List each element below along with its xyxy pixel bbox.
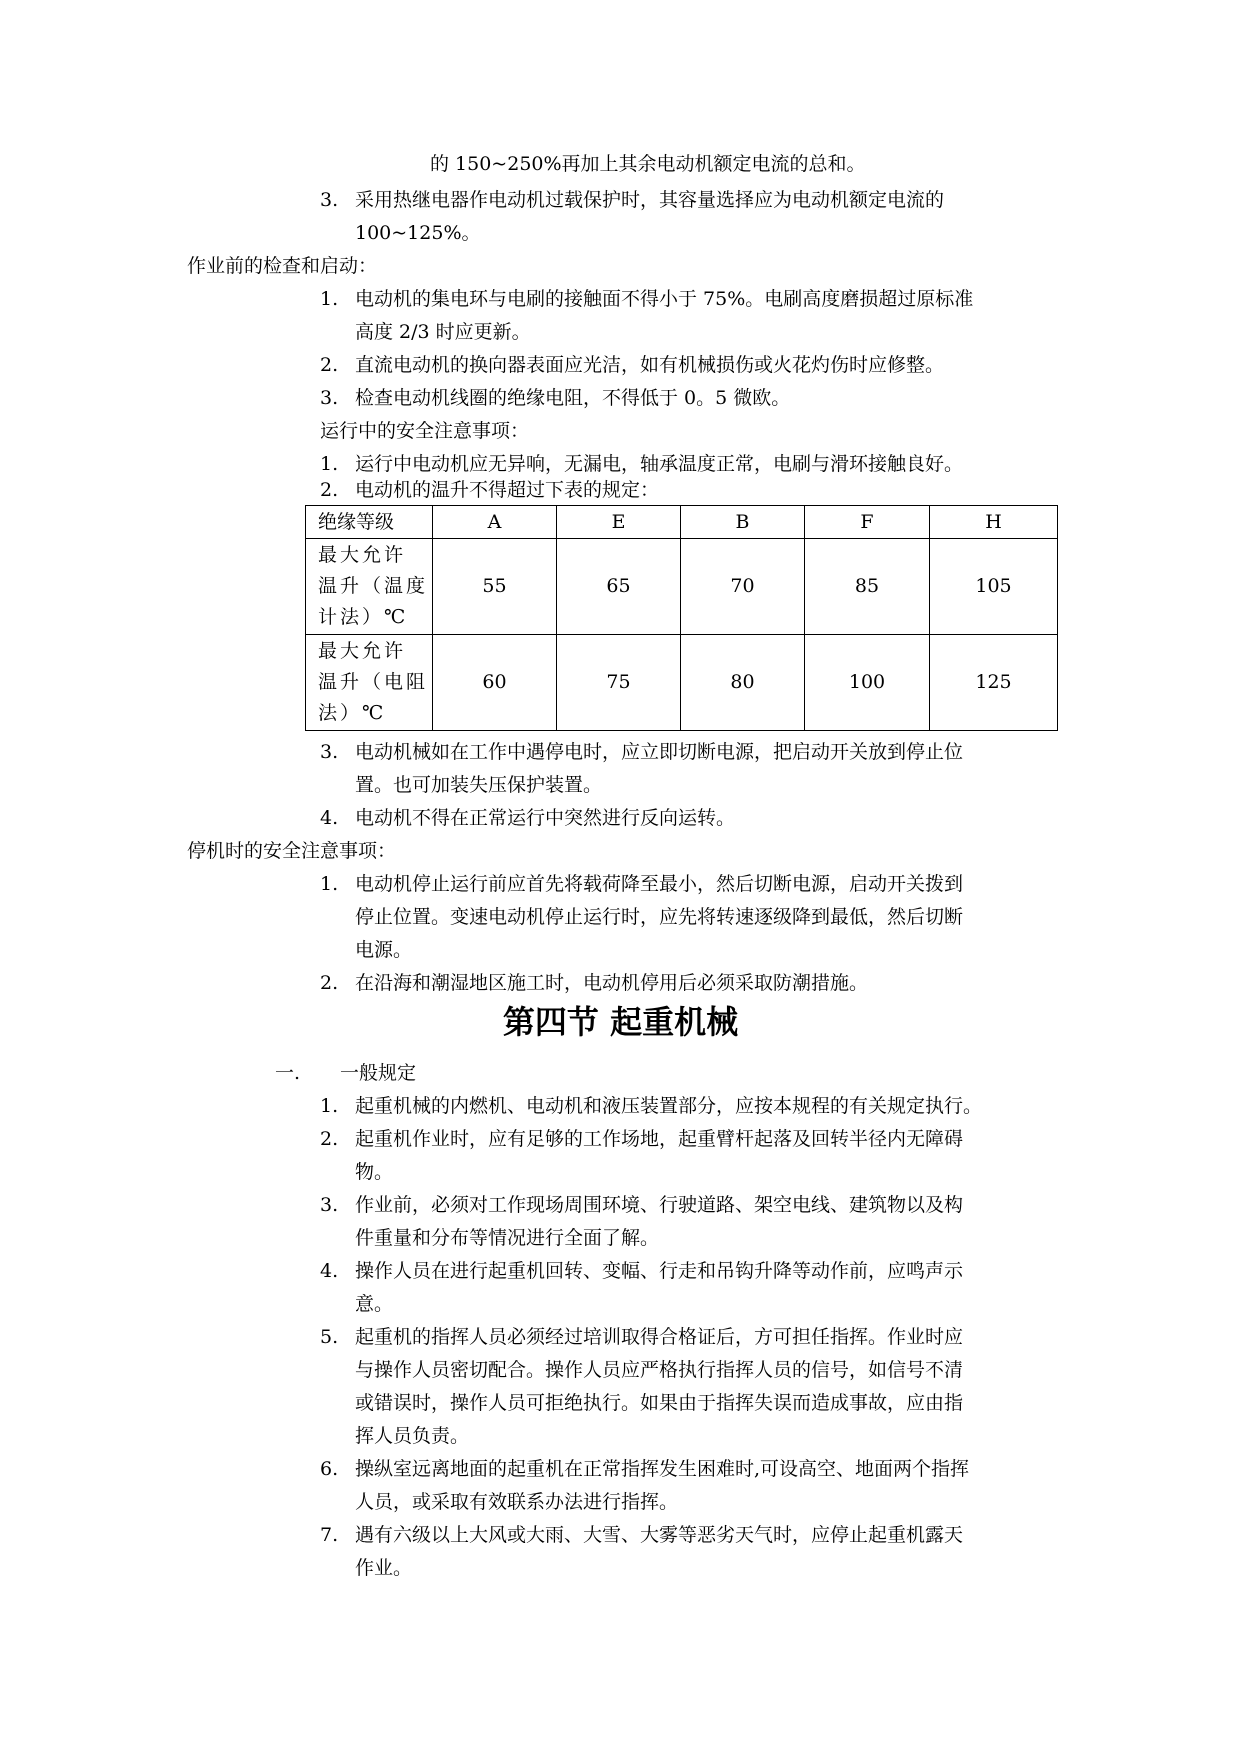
table-cell: 105 <box>930 539 1058 635</box>
list-item-text: 电动机械如在工作中遇停电时，应立即切断电源，把启动开关放到停止位 <box>355 741 964 763</box>
table-cell: 55 <box>433 539 557 635</box>
subsection-heading: 一般规定 <box>340 1062 417 1084</box>
list-item-text: 起重机的指挥人员必须经过培训取得合格证后，方可担任指挥。作业时应 <box>355 1326 964 1348</box>
list-item-text: 电源。 <box>355 939 413 961</box>
table-row-label <box>306 635 433 731</box>
row-label-line: 计法）℃ <box>318 606 409 628</box>
list-number: 3. <box>320 189 339 211</box>
list-item-text: 意。 <box>355 1293 394 1315</box>
list-number: 5. <box>320 1326 339 1348</box>
list-item-text: 运行中电动机应无异响，无漏电，轴承温度正常，电刷与滑环接触良好。 <box>355 453 964 475</box>
table-cell: 80 <box>681 635 805 731</box>
list-item-text: 件重量和分布等情况进行全面了解。 <box>355 1227 660 1249</box>
list-item-text: 起重机作业时，应有足够的工作场地，起重臂杆起落及回转半径内无障碍 <box>355 1128 964 1150</box>
table-header-cell: A <box>433 506 557 539</box>
list-item-text: 高度 2/3 时应更新。 <box>355 321 531 343</box>
table-cell: 125 <box>930 635 1058 731</box>
list-number: 4. <box>320 807 339 829</box>
list-item-text: 电动机停止运行前应首先将载荷降至最小，然后切断电源，启动开关拨到 <box>355 873 964 895</box>
list-number: 1. <box>320 288 339 310</box>
list-item-text: 检查电动机线圈的绝缘电阻，不得低于 0。5 微欧。 <box>355 387 791 409</box>
table-row <box>306 635 1058 731</box>
list-number: 2. <box>320 479 339 501</box>
list-item-text: 操作人员在进行起重机回转、变幅、行走和吊钩升降等动作前，应鸣声示 <box>355 1260 964 1282</box>
list-item-text: 人员，或采取有效联系办法进行指挥。 <box>355 1491 679 1513</box>
table-header-row <box>306 506 1058 539</box>
table-cell: 60 <box>433 635 557 731</box>
table-cell: 70 <box>681 539 805 635</box>
row-label-line: 法）℃ <box>318 702 387 724</box>
list-item-text: 置。也可加装失压保护装置。 <box>355 774 603 796</box>
subsection-number: 一. <box>275 1062 301 1084</box>
list-item-text: 电动机不得在正常运行中突然进行反向运转。 <box>355 807 736 829</box>
list-item-text: 与操作人员密切配合。操作人员应严格执行指挥人员的信号，如信号不清 <box>355 1359 964 1381</box>
row-label-line: 最大允许 <box>318 640 407 662</box>
row-label-line: 温升（温度 <box>318 575 429 597</box>
list-number: 1. <box>320 1095 339 1117</box>
list-number: 2. <box>320 354 339 376</box>
table-header-cell: B <box>681 506 805 539</box>
section-title: 第四节 起重机械 <box>502 1003 739 1041</box>
list-number: 3. <box>320 741 339 763</box>
list-item-text: 采用热继电器作电动机过载保护时，其容量选择应为电动机额定电流的 <box>355 189 945 211</box>
row-label-line: 最大允许 <box>318 544 407 566</box>
list-number: 4. <box>320 1260 339 1282</box>
table-cell: 75 <box>557 635 681 731</box>
list-item-text: 遇有六级以上大风或大雨、大雪、大雾等恶劣天气时，应停止起重机露天 <box>355 1524 964 1546</box>
list-item-text: 挥人员负责。 <box>355 1425 470 1447</box>
table-header-cell: 绝缘等级 <box>306 506 433 539</box>
list-number: 3. <box>320 387 339 409</box>
list-number: 7. <box>320 1524 339 1546</box>
section-heading: 作业前的检查和启动： <box>187 255 378 277</box>
row-label-line: 温升（电阻 <box>318 671 429 693</box>
table-row <box>306 539 1058 635</box>
section-heading: 停机时的安全注意事项： <box>187 840 397 862</box>
list-item-text: 100~125%。 <box>355 222 481 244</box>
list-item-text: 起重机械的内燃机、电动机和液压装置部分，应按本规程的有关规定执行。 <box>355 1095 983 1117</box>
list-item-text: 物。 <box>355 1161 394 1183</box>
table-cell: 65 <box>557 539 681 635</box>
table-cell: 100 <box>805 635 930 731</box>
list-item-text: 电动机的温升不得超过下表的规定： <box>355 479 660 501</box>
list-item-text: 直流电动机的换向器表面应光洁，如有机械损伤或火花灼伤时应修整。 <box>355 354 945 376</box>
table-header-cell: H <box>930 506 1058 539</box>
list-item-text: 或错误时，操作人员可拒绝执行。如果由于指挥失误而造成事故，应由指 <box>355 1392 964 1414</box>
section-heading: 运行中的安全注意事项： <box>320 420 530 442</box>
list-item-text: 作业。 <box>355 1557 413 1579</box>
list-item-text: 在沿海和潮湿地区施工时，电动机停用后必须采取防潮措施。 <box>355 972 869 994</box>
list-item-text: 作业前，必须对工作现场周围环境、行驶道路、架空电线、建筑物以及构 <box>355 1194 964 1216</box>
temperature-rise-table <box>305 505 1058 731</box>
list-item-text: 电动机的集电环与电刷的接触面不得小于 75%。电刷高度磨损超过原标准 <box>355 288 974 310</box>
list-number: 3. <box>320 1194 339 1216</box>
list-number: 1. <box>320 453 339 475</box>
list-item-text: 停止位置。变速电动机停止运行时，应先将转速逐级降到最低，然后切断 <box>355 906 964 928</box>
table-header-cell: F <box>805 506 930 539</box>
list-number: 6. <box>320 1458 339 1480</box>
list-item-text: 操纵室远离地面的起重机在正常指挥发生困难时,可设高空、地面两个指挥 <box>355 1458 970 1480</box>
table-header-cell: E <box>557 506 681 539</box>
continuation-line: 的 150~250%再加上其余电动机额定电流的总和。 <box>430 153 866 175</box>
list-number: 1. <box>320 873 339 895</box>
list-number: 2. <box>320 1128 339 1150</box>
list-number: 2. <box>320 972 339 994</box>
table-row-label <box>306 539 433 635</box>
table-cell: 85 <box>805 539 930 635</box>
